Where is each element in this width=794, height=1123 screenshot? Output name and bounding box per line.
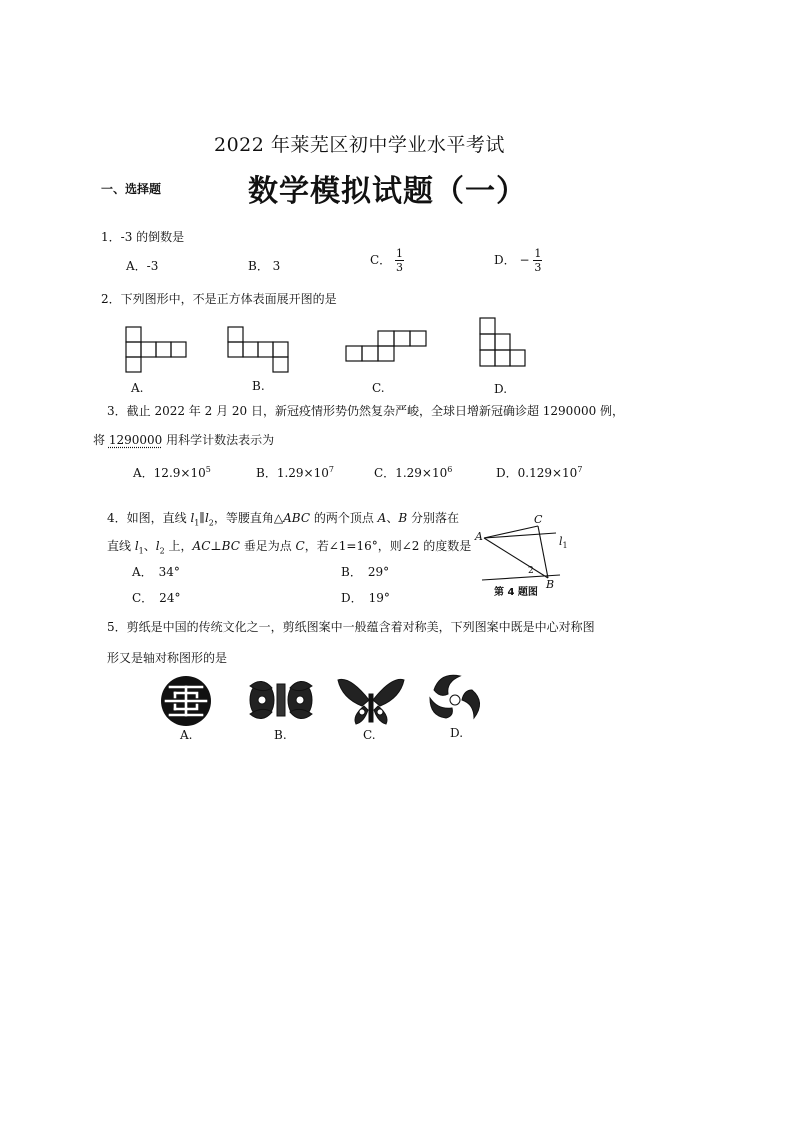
q4-option-b: B． 29° (341, 565, 390, 579)
fig-label-l1: $l_1$ (559, 535, 568, 551)
q2-label-d: D. (494, 382, 508, 396)
q5-label-b: B. (274, 728, 287, 742)
q1-option-d: D． − $\frac{1}{3}$ (494, 247, 542, 274)
q4-option-a: A． 34° (132, 565, 180, 579)
fig-label-c: C (534, 513, 543, 526)
q4-option-c: C． 24° (132, 591, 181, 605)
fig-caption: 第 4 题图 (494, 587, 538, 598)
q1-option-a: A．-3 (126, 259, 159, 273)
exam-title: 2022 年莱芜区初中学业水平考试 (214, 134, 505, 156)
q5-stem-line1: 5．剪纸是中国的传统文化之一，剪纸图案中一般蕴含着对称美，下列图案中既是中心对称图 (107, 620, 595, 634)
papercut-c-image (338, 679, 404, 724)
papercut-a-image (161, 676, 211, 726)
q1-stem: 1．-3 的倒数是 (101, 230, 185, 244)
q3-option-d: D．$0.129\times 10^7$ (496, 465, 583, 480)
q4-stem-line2: 直线 $l_1$、$l_2$ 上，AC⊥BC 垂足为点 C，若∠1=16°，则∠2 的度数是 (107, 539, 472, 556)
exam-subtitle: 数学模拟试题（一） (248, 174, 527, 209)
q2-stem: 2．下列图形中，不是正方体表面展开图的是 (101, 292, 337, 306)
q2-label-c: C. (372, 381, 385, 395)
fig-label-angle2: 2 (528, 566, 534, 576)
papercut-b-image (250, 681, 312, 718)
q5-label-a: A. (180, 728, 193, 742)
q5-label-d: D. (450, 726, 464, 740)
q3-option-c: C．$1.29\times 10^6$ (374, 465, 453, 480)
section-heading: 一、选择题 (101, 182, 162, 196)
q2-label-a: A. (131, 381, 144, 395)
q3-option-a: A．$12.9\times 10^5$ (133, 465, 211, 480)
q4-option-d: D． 19° (341, 591, 390, 605)
q2-label-b: B. (252, 379, 265, 393)
papercut-d-image (430, 675, 480, 718)
q5-label-c: C. (363, 728, 376, 742)
q3-option-b: B．$1.29\times 10^7$ (256, 465, 334, 480)
q3-stem-line2: 将 1290000 用科学计数法表示为 (93, 433, 275, 447)
q4-stem-line1: 4．如图，直线 $l_1\parallel l_2$，等腰直角△ABC 的两个顶点 A、B 分别落在 (107, 511, 459, 528)
q3-stem-line1: 3．截止 2022 年 2 月 20 日，新冠疫情形势仍然复杂严峻，全球日增新冠确诊超 1290000 例， (107, 404, 625, 418)
fig-label-b: B (546, 578, 555, 591)
q1-option-b: B． 3 (248, 259, 281, 273)
q1-option-c: C． $\frac{1}{3}$ (370, 247, 404, 274)
fig-label-a: A (475, 530, 483, 543)
q5-stem-line2: 形又是轴对称图形的是 (107, 651, 228, 665)
